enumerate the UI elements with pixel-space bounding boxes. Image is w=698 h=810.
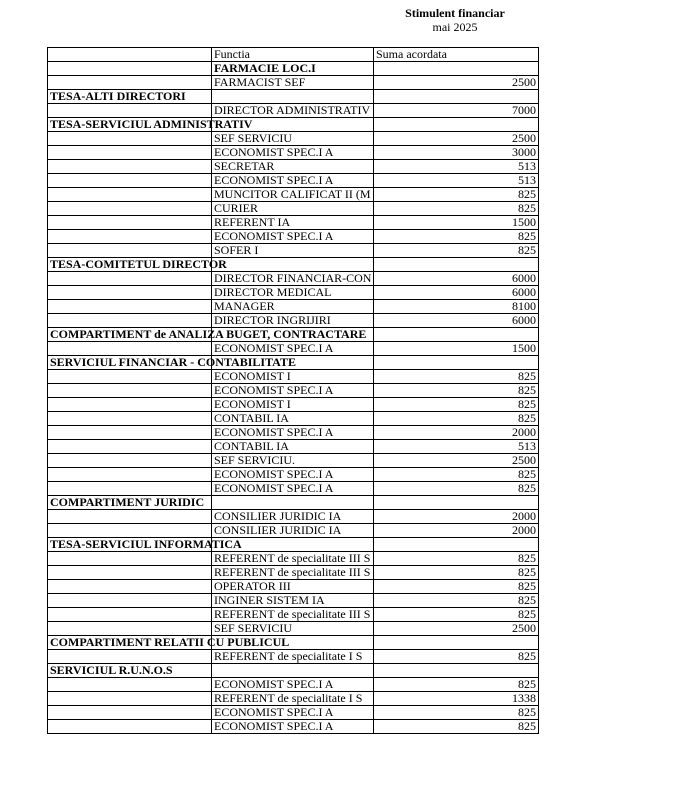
table-row [48,244,539,258]
amount-cell: 7000 [374,104,539,118]
section-row [48,258,539,272]
amount-cell: 1500 [374,342,539,356]
section-row [48,636,539,650]
section-row [48,538,539,552]
amount-cell: 2000 [374,524,539,538]
function-cell: ECONOMIST SPEC.I A [212,426,374,440]
table-row [48,594,539,608]
function-cell: CONTABIL IA [212,412,374,426]
amount-cell: 513 [374,160,539,174]
section-name-cell [48,244,212,258]
section-name-cell [48,580,212,594]
section-name-cell [48,272,212,286]
function-cell: REFERENT de specialitate III S [212,566,374,580]
table-row [48,482,539,496]
amount-cell [374,664,539,678]
section-name-cell: TESA-COMITETUL DIRECTOR [48,258,212,272]
section-name-cell: COMPARTIMENT JURIDIC [48,496,212,510]
section-row [48,328,539,342]
section-row [48,356,539,370]
function-cell: ECONOMIST SPEC.I A [212,230,374,244]
amount-cell: 825 [374,244,539,258]
section-name-cell [48,62,212,76]
amount-cell: 513 [374,174,539,188]
table-row [48,132,539,146]
amount-cell: 825 [374,552,539,566]
amount-cell: 825 [374,650,539,664]
table-row [48,272,539,286]
table-row [48,650,539,664]
table-row [48,370,539,384]
table-row [48,524,539,538]
table-row [48,314,539,328]
function-cell [212,258,374,272]
table-row [48,580,539,594]
function-cell: ECONOMIST SPEC.I A [212,706,374,720]
amount-cell: 825 [374,678,539,692]
table-row [48,566,539,580]
table-row [48,146,539,160]
table-row [48,608,539,622]
table-row [48,216,539,230]
amount-cell: 2500 [374,622,539,636]
function-cell [212,664,374,678]
function-cell: ECONOMIST SPEC.I A [212,482,374,496]
function-cell: CURIER [212,202,374,216]
table-row [48,104,539,118]
section-name-cell [48,482,212,496]
amount-cell: 825 [374,608,539,622]
table-row [48,398,539,412]
amount-cell [374,356,539,370]
section-name-cell [48,300,212,314]
amount-cell: 825 [374,202,539,216]
table-row [48,174,539,188]
function-cell: SOFER I [212,244,374,258]
function-cell: DIRECTOR MEDICAL [212,286,374,300]
amount-cell [374,258,539,272]
section-name-cell [48,678,212,692]
section-name-cell [48,608,212,622]
section-name-cell [48,202,212,216]
section-name-cell [48,216,212,230]
amount-cell [374,118,539,132]
function-cell: ECONOMIST I [212,398,374,412]
amount-cell: 825 [374,398,539,412]
function-cell: ECONOMIST SPEC.I A [212,720,374,734]
function-cell: DIRECTOR INGRIJIRI [212,314,374,328]
section-name-cell [48,314,212,328]
section-name-cell [48,524,212,538]
section-name-cell: TESA-ALTI DIRECTORI [48,90,212,104]
function-cell [212,90,374,104]
amount-cell: 2000 [374,426,539,440]
section-name-cell [48,510,212,524]
function-cell: DIRECTOR FINANCIAR-CON [212,272,374,286]
section-name-cell [48,650,212,664]
section-row [48,118,539,132]
table-row [48,440,539,454]
amount-cell: 825 [374,188,539,202]
amount-cell: 2500 [374,132,539,146]
section-name-cell: SERVICIUL R.U.N.O.S [48,664,212,678]
amount-cell [374,328,539,342]
amount-cell: 825 [374,370,539,384]
section-name-cell [48,174,212,188]
section-row [48,90,539,104]
section-name-cell [48,146,212,160]
amount-cell: 513 [374,440,539,454]
document-title: Stimulent financiar [405,6,505,20]
table-row [48,188,539,202]
table-row [48,384,539,398]
function-cell: REFERENT de specialitate I S [212,650,374,664]
table-header-row [48,48,539,62]
table-row [48,454,539,468]
section-name-cell [48,370,212,384]
amount-cell: 6000 [374,286,539,300]
function-cell: SEF SERVICIU [212,132,374,146]
column-header-section [48,48,212,62]
function-cell: SEF SERVICIU [212,622,374,636]
function-cell: CONTABIL IA [212,440,374,454]
table-row [48,552,539,566]
amount-cell: 825 [374,580,539,594]
function-cell: MANAGER [212,300,374,314]
amount-cell [374,90,539,104]
section-name-cell [48,622,212,636]
section-name-cell [48,440,212,454]
amount-cell: 6000 [374,272,539,286]
section-name-cell: TESA-SERVICIUL INFORMATICA [48,538,212,552]
table-row [48,678,539,692]
section-name-cell [48,692,212,706]
function-cell: OPERATOR III [212,580,374,594]
amount-cell: 825 [374,230,539,244]
section-name-cell [48,132,212,146]
amount-cell: 825 [374,594,539,608]
table-row [48,692,539,706]
amount-cell: 2500 [374,76,539,90]
section-name-cell [48,188,212,202]
table-row [48,720,539,734]
table-row [48,300,539,314]
table-body [48,48,539,734]
function-cell: SECRETAR [212,160,374,174]
table-row [48,202,539,216]
amount-cell: 825 [374,468,539,482]
column-header-amount: Suma acordata [374,48,539,62]
section-name-cell [48,720,212,734]
amount-cell [374,538,539,552]
function-cell: ECONOMIST SPEC.I A [212,342,374,356]
function-cell: INGINER SISTEM IA [212,594,374,608]
section-name-cell [48,384,212,398]
section-name-cell [48,230,212,244]
table-row [48,622,539,636]
section-row [48,496,539,510]
section-name-cell: SERVICIUL FINANCIAR - CONTABILITATE [48,356,212,370]
table-row [48,342,539,356]
section-name-cell: TESA-SERVICIUL ADMINISTRATIV [48,118,212,132]
function-cell: ECONOMIST SPEC.I A [212,384,374,398]
table-row [48,76,539,90]
section-name-cell [48,160,212,174]
amount-cell [374,636,539,650]
function-cell: REFERENT IA [212,216,374,230]
section-name-cell [48,104,212,118]
amount-cell: 6000 [374,314,539,328]
amount-cell: 825 [374,720,539,734]
function-cell: ECONOMIST SPEC.I A [212,678,374,692]
section-name-cell [48,398,212,412]
section-name-cell: COMPARTIMENT de ANALIZA BUGET, CONTRACTARE [48,328,212,342]
amount-cell: 1338 [374,692,539,706]
section-row [48,664,539,678]
amount-cell: 825 [374,384,539,398]
function-cell: CONSILIER JURIDIC IA [212,524,374,538]
table-row [48,62,539,76]
table-row [48,160,539,174]
amount-cell: 825 [374,706,539,720]
section-name-cell [48,552,212,566]
table-row [48,230,539,244]
column-header-function: Functia [212,48,374,62]
amount-cell: 8100 [374,300,539,314]
amount-cell: 1500 [374,216,539,230]
function-cell: MUNCITOR CALIFICAT II (M [212,188,374,202]
function-cell: ECONOMIST SPEC.I A [212,146,374,160]
amount-cell: 825 [374,482,539,496]
function-cell [212,496,374,510]
amount-cell: 2000 [374,510,539,524]
table-row [48,412,539,426]
function-cell: ECONOMIST SPEC.I A [212,174,374,188]
amount-cell [374,62,539,76]
section-name-cell [48,594,212,608]
function-cell: ECONOMIST SPEC.I A [212,468,374,482]
section-name-cell [48,286,212,300]
section-name-cell [48,706,212,720]
function-cell: FARMACIST SEF [212,76,374,90]
section-name-cell [48,566,212,580]
table-row [48,426,539,440]
amount-cell: 825 [374,412,539,426]
stimulent-table [47,47,539,734]
function-cell: REFERENT de specialitate I S [212,692,374,706]
section-name-cell: COMPARTIMENT RELATII CU PUBLICUL [48,636,212,650]
document-period: mai 2025 [432,20,478,34]
amount-cell [374,496,539,510]
amount-cell: 3000 [374,146,539,160]
section-name-cell [48,426,212,440]
amount-cell: 2500 [374,454,539,468]
function-cell: ECONOMIST I [212,370,374,384]
section-name-cell [48,342,212,356]
function-cell: REFERENT de specialitate III S [212,608,374,622]
table-row [48,468,539,482]
section-name-cell [48,76,212,90]
section-name-cell [48,468,212,482]
section-name-cell [48,454,212,468]
amount-cell: 825 [374,566,539,580]
function-cell: FARMACIE LOC.I [212,62,374,76]
section-name-cell [48,412,212,426]
function-cell: REFERENT de specialitate III S [212,552,374,566]
function-cell: DIRECTOR ADMINISTRATIV [212,104,374,118]
table-row [48,286,539,300]
function-cell: CONSILIER JURIDIC IA [212,510,374,524]
table-row [48,510,539,524]
table-row [48,706,539,720]
function-cell: SEF SERVICIU. [212,454,374,468]
